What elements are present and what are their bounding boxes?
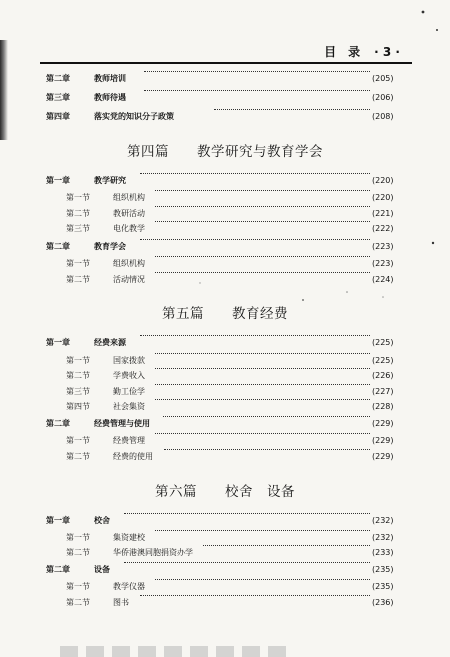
section-number: 第二节 [66, 452, 90, 461]
part-title: 校舍 设备 [225, 484, 295, 500]
part-heading [0, 480, 450, 500]
part-number: 第四篇 [127, 144, 169, 160]
dot-leader [155, 256, 370, 257]
dot-leader [155, 368, 370, 369]
page-reference: (221) [372, 209, 394, 218]
part-heading [0, 140, 450, 160]
page-reference: (224) [372, 275, 394, 284]
page-reference: (229) [372, 436, 394, 445]
toc-chapter-entry[interactable] [0, 109, 450, 125]
chapter-title: 校舍 [94, 516, 110, 525]
section-number: 第二节 [66, 275, 90, 284]
dot-leader [144, 71, 370, 72]
dot-leader [203, 545, 370, 546]
page-reference: (233) [372, 548, 394, 557]
chapter-title: 经费来源 [94, 338, 126, 347]
chapter-title: 设备 [94, 565, 110, 574]
toc-chapter-entry[interactable] [0, 416, 450, 432]
chapter-title: 教师待遇 [94, 93, 126, 102]
dot-leader [155, 221, 370, 222]
section-number: 第二节 [66, 548, 90, 557]
page-reference: (226) [372, 371, 394, 380]
page-reference: (232) [372, 516, 394, 525]
page-reference: (208) [372, 112, 394, 121]
page-reference: (229) [372, 419, 394, 428]
part-heading [0, 302, 450, 322]
dot-leader [155, 190, 370, 191]
section-title: 电化教学 [113, 224, 145, 233]
toc-chapter-entry[interactable] [0, 90, 450, 106]
chapter-number: 第二章 [46, 242, 70, 251]
part-number: 第六篇 [155, 484, 197, 500]
dot-leader [140, 173, 370, 174]
dot-leader [155, 579, 370, 580]
header-title: 目 录 [324, 45, 361, 59]
toc-section-entry[interactable] [0, 272, 450, 288]
toc-chapter-entry[interactable] [0, 562, 450, 578]
toc-chapter-entry[interactable] [0, 71, 450, 87]
section-title: 经费管理 [113, 436, 145, 445]
dot-leader [164, 449, 370, 450]
section-title: 活动情况 [113, 275, 145, 284]
dot-leader [140, 239, 370, 240]
section-title: 集资建校 [113, 533, 145, 542]
toc-section-entry[interactable] [0, 449, 450, 465]
toc-section-entry[interactable] [0, 433, 450, 449]
toc-section-entry[interactable] [0, 190, 450, 206]
chapter-title: 教育学会 [94, 242, 126, 251]
page-reference: (236) [372, 598, 394, 607]
chapter-number: 第二章 [46, 74, 70, 83]
section-title: 教研活动 [113, 209, 145, 218]
dot-leader [155, 399, 370, 400]
chapter-number: 第二章 [46, 565, 70, 574]
dot-leader [124, 513, 370, 514]
part-number: 第五篇 [162, 306, 204, 322]
chapter-number: 第四章 [46, 112, 70, 121]
toc-chapter-entry[interactable] [0, 335, 450, 351]
section-number: 第二节 [66, 598, 90, 607]
section-title: 组织机构 [113, 259, 145, 268]
page-reference: (206) [372, 93, 394, 102]
header-page-number: · 3 · [374, 45, 400, 59]
section-title: 教学仪器 [113, 582, 145, 591]
toc-section-entry[interactable] [0, 368, 450, 384]
page-reference: (235) [372, 582, 394, 591]
page-reference: (229) [372, 452, 394, 461]
section-number: 第三节 [66, 387, 90, 396]
section-title: 组织机构 [113, 193, 145, 202]
header-rule [40, 62, 412, 64]
toc-chapter-entry[interactable] [0, 513, 450, 529]
dot-leader [155, 353, 370, 354]
section-number: 第一节 [66, 259, 90, 268]
section-title: 勤工俭学 [113, 387, 145, 396]
chapter-number: 第一章 [46, 338, 70, 347]
section-number: 第二节 [66, 209, 90, 218]
toc-section-entry[interactable] [0, 530, 450, 546]
running-header [324, 43, 400, 60]
part-title: 教学研究与教育学会 [197, 144, 323, 160]
section-number: 第一节 [66, 356, 90, 365]
page-reference: (232) [372, 533, 394, 542]
chapter-number: 第一章 [46, 176, 70, 185]
section-number: 第一节 [66, 436, 90, 445]
section-title: 学费收入 [113, 371, 145, 380]
page-reference: (225) [372, 338, 394, 347]
toc-section-entry[interactable] [0, 206, 450, 222]
section-number: 第四节 [66, 402, 90, 411]
chapter-number: 第一章 [46, 516, 70, 525]
toc-section-entry[interactable] [0, 353, 450, 369]
page-reference: (220) [372, 176, 394, 185]
section-number: 第二节 [66, 371, 90, 380]
chapter-title: 教学研究 [94, 176, 126, 185]
toc-section-entry[interactable] [0, 256, 450, 272]
toc-section-entry[interactable] [0, 579, 450, 595]
dot-leader [124, 562, 370, 563]
page-reference: (223) [372, 242, 394, 251]
section-title: 经费的使用 [113, 452, 153, 461]
section-number: 第一节 [66, 582, 90, 591]
section-number: 第一节 [66, 533, 90, 542]
toc-chapter-entry[interactable] [0, 173, 450, 189]
section-title: 华侨港澳同胞捐资办学 [113, 548, 193, 557]
section-title: 国家拨款 [113, 356, 145, 365]
section-number: 第一节 [66, 193, 90, 202]
page-reference: (227) [372, 387, 394, 396]
toc-section-entry[interactable] [0, 221, 450, 237]
dot-leader [214, 109, 370, 110]
page-reference: (223) [372, 259, 394, 268]
chapter-number: 第三章 [46, 93, 70, 102]
dot-leader [155, 530, 370, 531]
toc-section-entry[interactable] [0, 384, 450, 400]
chapter-title: 落实党的知识分子政策 [94, 112, 174, 121]
dot-leader [155, 206, 370, 207]
chapter-number: 第二章 [46, 419, 70, 428]
page-reference: (235) [372, 565, 394, 574]
dot-leader [140, 335, 370, 336]
toc-section-entry[interactable] [0, 399, 450, 415]
dot-leader [155, 384, 370, 385]
toc-chapter-entry[interactable] [0, 239, 450, 255]
dot-leader [140, 595, 370, 596]
section-title: 社会集资 [113, 402, 145, 411]
page-reference: (205) [372, 74, 394, 83]
dot-leader [144, 90, 370, 91]
section-title: 图书 [113, 598, 129, 607]
bleed-through-text [60, 646, 290, 657]
page-reference: (222) [372, 224, 394, 233]
dot-leader [155, 272, 370, 273]
section-number: 第三节 [66, 224, 90, 233]
part-title: 教育经费 [232, 306, 288, 322]
dot-leader [163, 416, 370, 417]
page-reference: (220) [372, 193, 394, 202]
chapter-title: 经费管理与使用 [94, 419, 150, 428]
toc-section-entry[interactable] [0, 545, 450, 561]
page-reference: (225) [372, 356, 394, 365]
page-reference: (228) [372, 402, 394, 411]
toc-section-entry[interactable] [0, 595, 450, 611]
dot-leader [155, 433, 370, 434]
chapter-title: 教师培训 [94, 74, 126, 83]
